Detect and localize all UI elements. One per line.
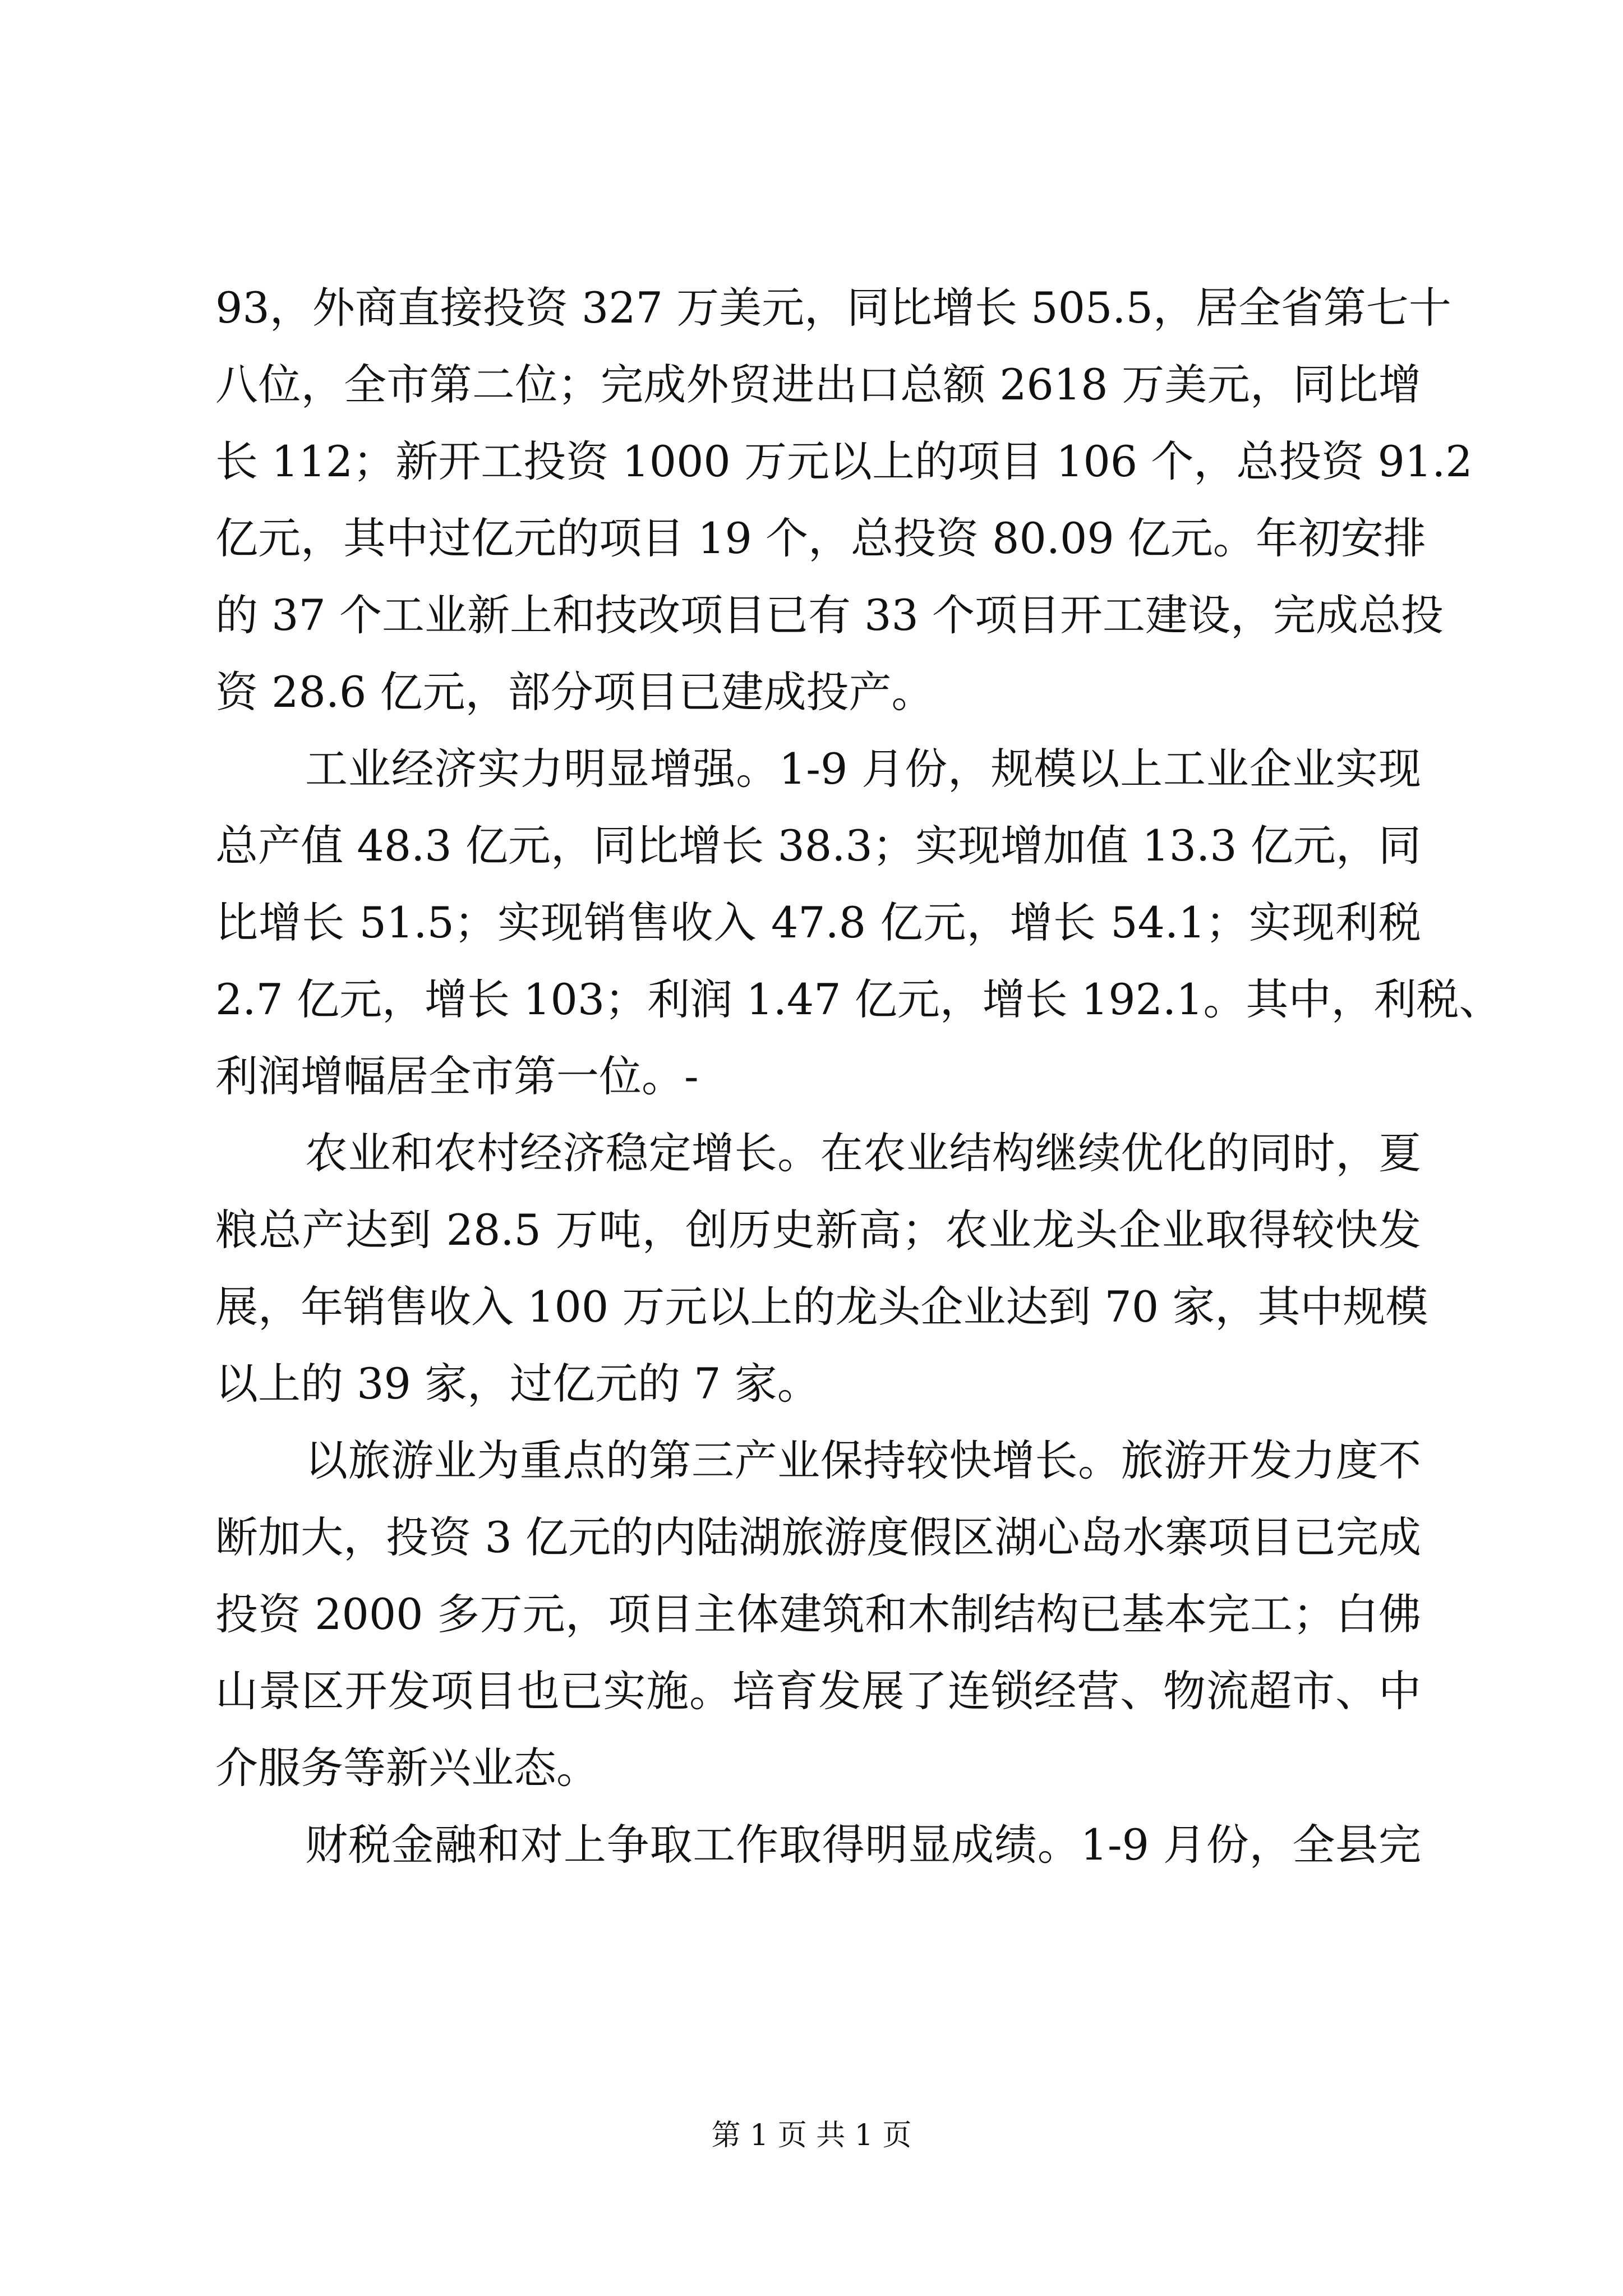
paragraph-start-line: 工业经济实力明显增强。1-9 月份，规模以上工业企业实现 — [305, 744, 1421, 794]
text-line: 投资 2000 多万元，项目主体建筑和木制结构已基本完工；白佛 — [215, 1589, 1421, 1639]
text-line: 2.7 亿元，增长 103；利润 1.47 亿元，增长 192.1。其中，利税、 — [215, 974, 1502, 1024]
text-line: 展，年销售收入 100 万元以上的龙头企业达到 70 家，其中规模 — [215, 1282, 1428, 1332]
text-line: 山景区开发项目也已实施。培育发展了连锁经营、物流超市、中 — [215, 1666, 1421, 1716]
text-line: 总产值 48.3 亿元，同比增长 38.3；实现增加值 13.3 亿元，同 — [215, 821, 1421, 871]
text-line: 以上的 39 家，过亿元的 7 家。 — [215, 1359, 820, 1409]
text-line: 亿元，其中过亿元的项目 19 个，总投资 80.09 亿元。年初安排 — [215, 513, 1426, 563]
text-line: 长 112；新开工投资 1000 万元以上的项目 106 个，总投资 91.2 — [215, 436, 1473, 486]
page-number-label: 第 1 页 共 1 页 — [711, 2119, 912, 2152]
page-footer — [0, 2116, 1623, 2155]
paragraph-start-line: 农业和农村经济稳定增长。在农业结构继续优化的同时，夏 — [305, 1128, 1421, 1178]
text-line: 利润增幅居全市第一位。- — [215, 1051, 699, 1101]
document-body — [215, 269, 1502, 1883]
text-line: 比增长 51.5；实现销售收入 47.8 亿元，增长 54.1；实现利税 — [215, 898, 1421, 947]
text-line: 93，外商直接投资 327 万美元，同比增长 505.5，居全省第七十 — [215, 283, 1451, 333]
paragraph-start-line: 以旅游业为重点的第三产业保持较快增长。旅游开发力度不 — [305, 1435, 1421, 1485]
text-line: 的 37 个工业新上和技改项目已有 33 个项目开工建设，完成总投 — [215, 590, 1444, 640]
paragraph-start-line: 财税金融和对上争取工作取得明显成绩。1-9 月份，全县完 — [305, 1820, 1421, 1870]
text-line: 八位，全市第二位；完成外贸进出口总额 2618 万美元，同比增 — [215, 360, 1421, 409]
text-line: 断加大，投资 3 亿元的内陆湖旅游度假区湖心岛水寨项目已完成 — [215, 1512, 1421, 1562]
text-line: 资 28.6 亿元，部分项目已建成投产。 — [215, 667, 934, 717]
text-line: 粮总产达到 28.5 万吨，创历史新高；农业龙头企业取得较快发 — [215, 1205, 1421, 1255]
text-line: 介服务等新兴业态。 — [215, 1743, 599, 1793]
